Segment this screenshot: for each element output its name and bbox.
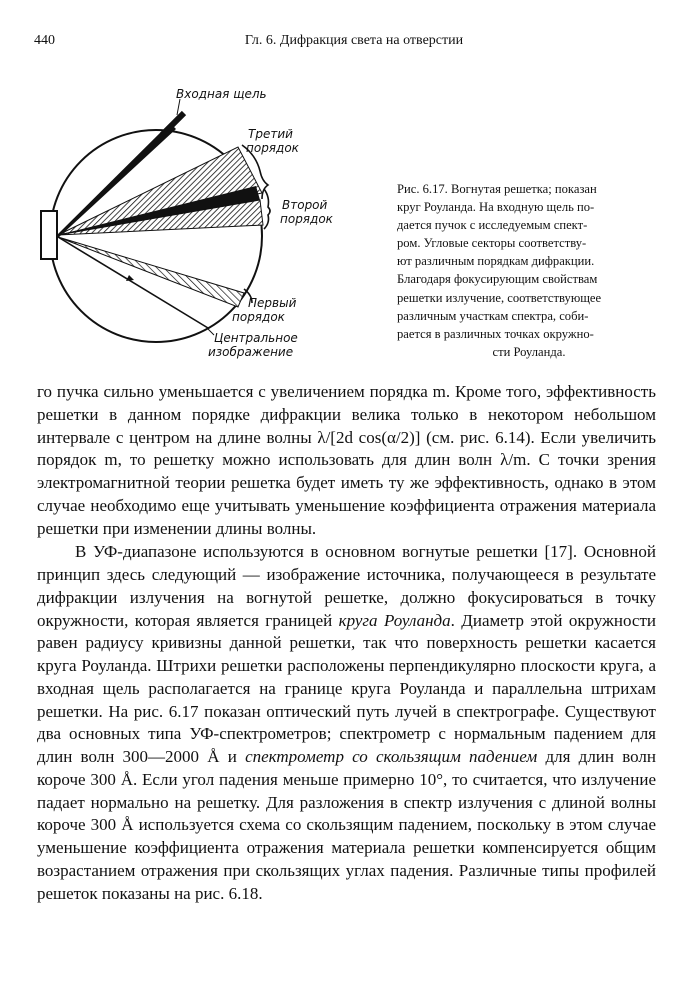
label-second-order-1: Второй xyxy=(282,198,328,212)
paragraph-2-part-3: для длин волн короче 300 Å. Если угол падения меньше примерно 10°, то считается, что излучение падает нормально на решетку. Для разложения в спектр излучения с длиной волны короче 300 Å используется схема со скользящим падением, поскольку в этом случае уменьшение коэффициента отражения материала решетки компенсируется общим возрастанием отражения при скользящих углах падения. Различные типы профилей решеток показаны на рис. 6.18. xyxy=(37,747,656,903)
figure-rowland-circle xyxy=(30,85,360,370)
label-first-order-2: порядок xyxy=(232,310,285,324)
paragraph-2-part-2: . Диаметр этой окружности равен радиусу кривизны данной решетки, так что поверхность решетки касается круга Роуланда. Штрихи решетки расположены перпендикулярно плоскости круга, а входная щель располагается на границе круга Роуланда и параллельна штрихам решетки. На рис. 6.17 показан оптический путь лучей в спектрографе. Существуют два основных типа УФ-спектрометров; спектрометр с нормальным падением для длин волн 300—2000 Å и xyxy=(37,610,657,766)
label-first-order-1: Первый xyxy=(248,296,297,310)
caption-line: дается пучок с исследуемым спект- xyxy=(397,218,588,233)
ray-arrowhead xyxy=(126,275,134,281)
second-order-bracket xyxy=(264,189,270,229)
caption-line: круг Роуланда. На входную щель по- xyxy=(397,200,595,215)
caption-line: Благодаря фокусирующим свойствам xyxy=(397,272,598,287)
concave-grating xyxy=(41,211,57,259)
caption-line: решетки излучение, соответствующее xyxy=(397,290,602,305)
paragraph-2-part-1: В УФ-диапазоне используются в основном вогнутые решетки [17]. Основной принцип здесь следующий — изображение источника, получающееся в результате дифракции излучения на вогнутой решетке, должно фокусироваться в точку окружности, которая является границей xyxy=(37,542,656,630)
paragraph-1: го пучка сильно уменьшается с увеличением порядка m. Кроме того, эффективность решетки в данном порядке дифракции велика только в некотором небольшом интервале с центром на длине волны λ/[2d cos(α/2)] (см. рис. 6.14). Если увеличить порядок m, то решетку можно использовать для длин волн λ/m. С точки зрения электромагнитной теории решетка будет иметь ту же эффективность, однако в этом случае необходимо еще учитывать уменьшение коэффициента отражения материала решетки при изменении длины волны. xyxy=(37,382,656,538)
caption-line: сти Роуланда. xyxy=(492,344,566,359)
caption-line: ром. Угловые секторы соответству- xyxy=(397,236,587,251)
label-central-1: Центральное xyxy=(214,331,298,345)
body-text xyxy=(37,381,656,905)
rowland-diagram xyxy=(30,85,360,370)
term-grazing-spectrometer: спектрометр со скользящим падением xyxy=(245,747,538,766)
label-entrance-slit: Входная щель xyxy=(176,87,267,101)
label-central-2: изображение xyxy=(208,345,294,359)
label-third-order-2: порядок xyxy=(246,141,299,155)
running-header xyxy=(34,33,674,53)
paragraph-2 xyxy=(37,541,656,905)
slit-leader xyxy=(177,99,180,115)
label-third-order-1: Третий xyxy=(248,127,293,141)
label-second-order-2: порядок xyxy=(280,212,333,226)
figure-caption xyxy=(397,180,661,361)
first-order-sector xyxy=(58,237,244,307)
caption-line: рается в различных точках окружно- xyxy=(397,326,594,341)
page-number: 440 xyxy=(34,33,55,48)
caption-line: различным участкам спектра, соби- xyxy=(397,308,589,323)
chapter-title: Гл. 6. Дифракция света на отверстии xyxy=(244,33,464,48)
term-rowland-circle: круга Роуланда xyxy=(338,610,451,630)
caption-line: Рис. 6.17. Вогнутая решетка; показан xyxy=(397,182,597,196)
caption-line: ют различным порядкам дифракции. xyxy=(397,254,595,269)
